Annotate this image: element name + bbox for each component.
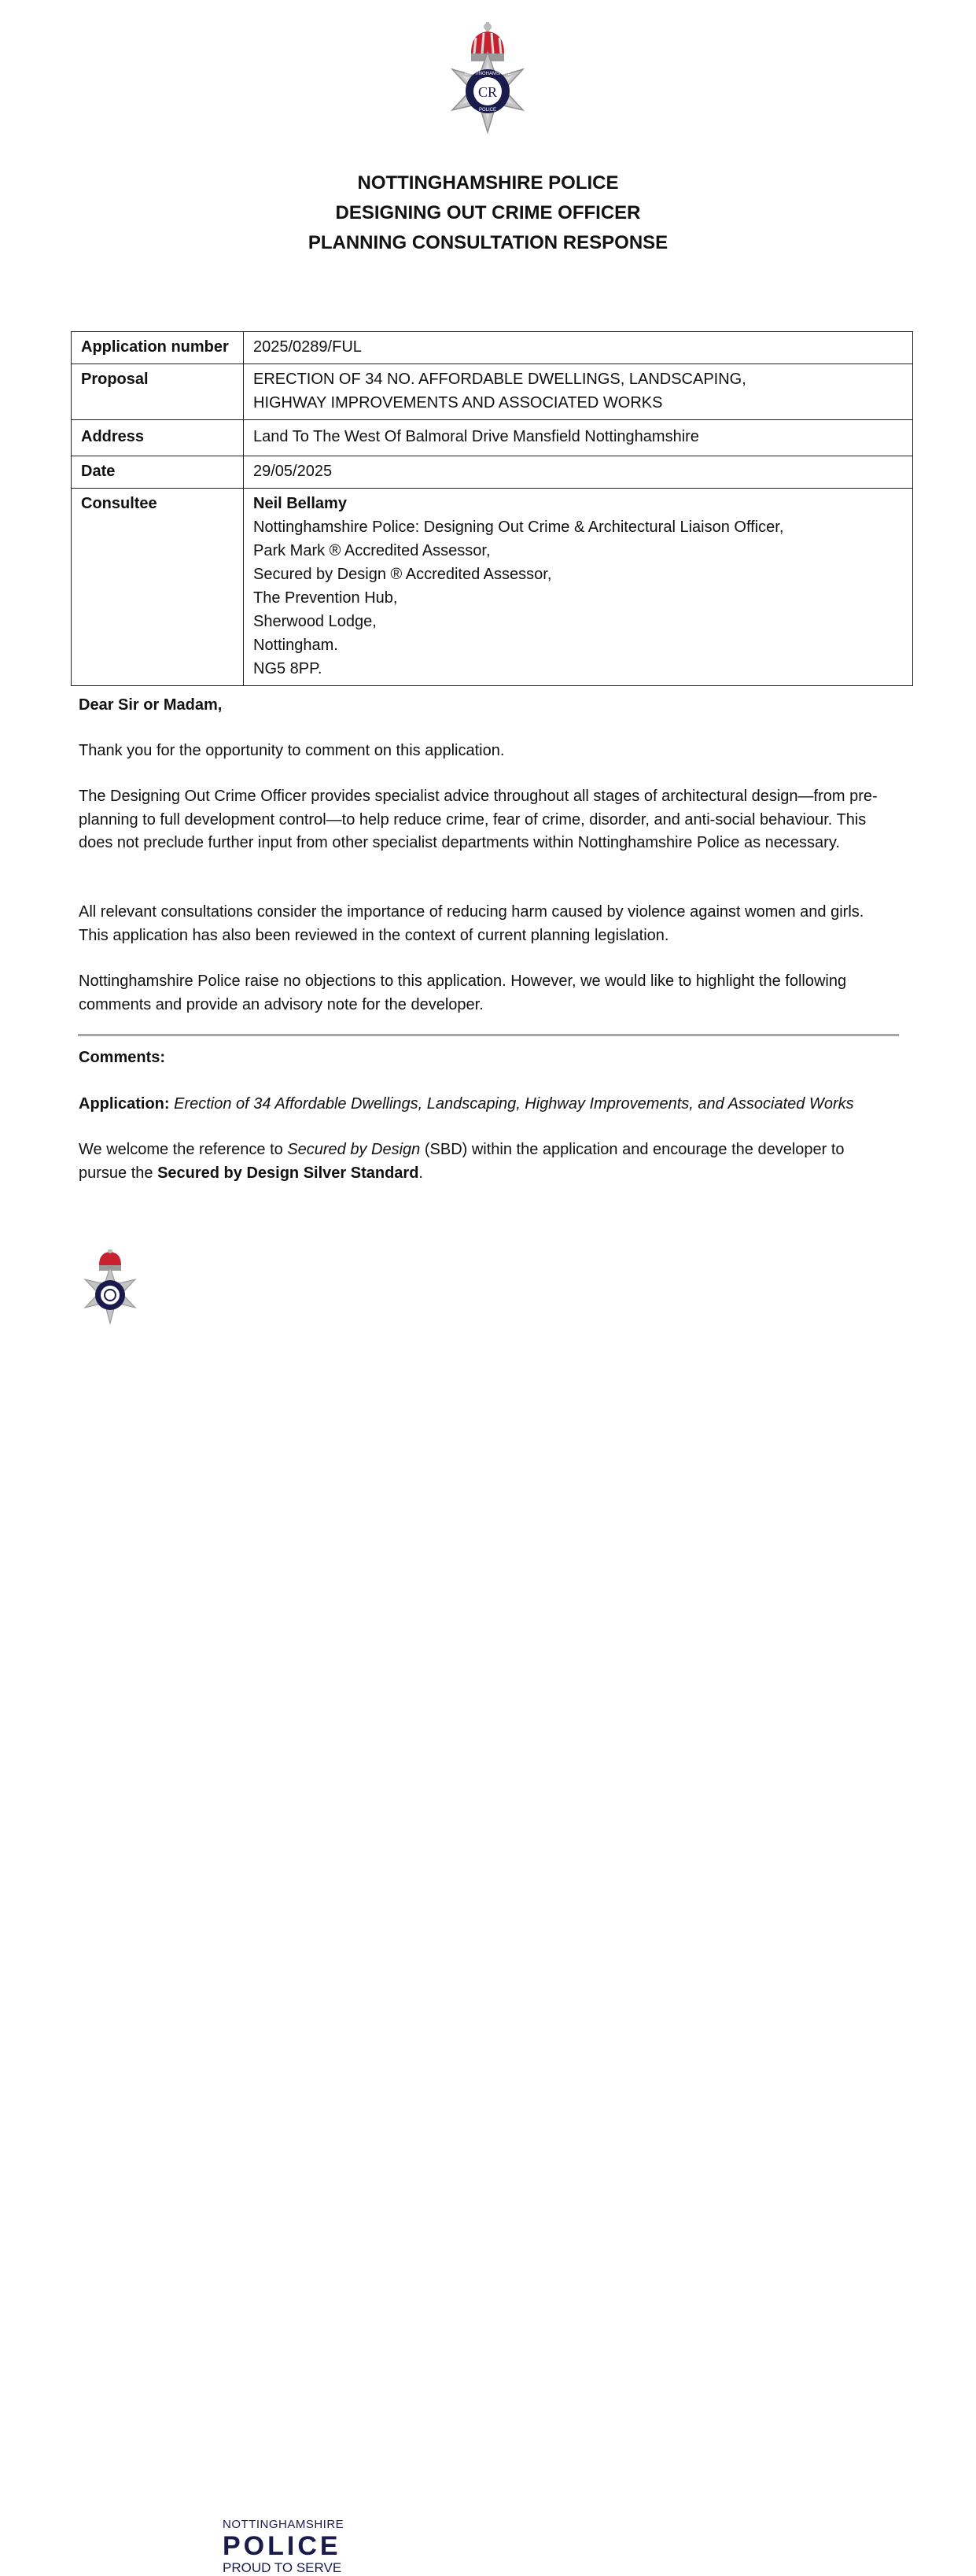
consultee-line: Secured by Design ® Accredited Assessor, [253, 566, 552, 583]
application-label: Application: [79, 1095, 170, 1113]
crest-ring-text: NOTTINGHAMSHIRE [464, 72, 511, 76]
section-divider [78, 1034, 899, 1036]
table-row [72, 456, 913, 489]
table-row [72, 420, 913, 456]
consultee-line: Nottinghamshire Police: Designing Out Crime & Architectural Liaison Officer, [253, 519, 784, 536]
consultee-line: The Prevention Hub, [253, 589, 398, 607]
table-row [72, 489, 913, 686]
crest-monogram: CR [477, 84, 498, 100]
application-text: Erection of 34 Affordable Dwellings, Landscaping, Highway Improvements, and Associated Works [174, 1095, 854, 1113]
address-value: Land To The West Of Balmoral Drive Mansfield Nottinghamshire [244, 420, 913, 456]
crest-ring-text-bottom: POLICE [478, 108, 497, 113]
paragraph-vawg: All relevant consultations consider the importance of reducing harm caused by violence against women and girls. This application has also been reviewed in the context of current planning legislation. [79, 903, 864, 944]
title-line-1: NOTTINGHAMSHIRE POLICE [357, 172, 619, 194]
application-number-value: 2025/0289/FUL [244, 332, 913, 364]
paragraph-role: The Designing Out Crime Officer provides specialist advice throughout all stages of architectural design—from pre-planning to full development control—to help reduce crime, fear of crime, disorder, and anti-social behaviour. This does not preclude further input from other specialist departments within Nottinghamshire Police as necessary. [79, 788, 878, 851]
proposal-value [244, 364, 913, 420]
footer-wordmark [223, 2518, 344, 2576]
footer-police-word: POLICE [223, 2531, 341, 2561]
address-label: Address [72, 420, 244, 456]
footer-crest-icon [79, 1249, 142, 1338]
table-row [72, 364, 913, 420]
consultee-label: Consultee [72, 489, 244, 686]
title-line-3: PLANNING CONSULTATION RESPONSE [308, 232, 668, 253]
consultee-line: Park Mark ® Accredited Assessor, [253, 542, 491, 559]
consultee-name: Neil Bellamy [253, 495, 347, 512]
footer-tagline: PROUD TO SERVE [223, 2560, 342, 2575]
date-label: Date [72, 456, 244, 489]
application-summary [79, 1093, 912, 1116]
consultee-value [244, 489, 913, 686]
proposal-line: ERECTION OF 34 NO. AFFORDABLE DWELLINGS, LANDSCAPING, [253, 371, 746, 388]
paragraph-no-objection: Nottinghamshire Police raise no objections to this application. However, we would like to highlight the following comments and provide an advisory note for the developer. [79, 972, 847, 1013]
consultee-line: Nottingham. [253, 637, 338, 654]
comments-heading: Comments: [79, 1049, 166, 1066]
proposal-line: HIGHWAY IMPROVEMENTS AND ASSOCIATED WORKS [253, 394, 663, 411]
application-number-label: Application number [72, 332, 244, 364]
star-badge-icon [452, 52, 523, 132]
footer-police-logo [79, 1249, 344, 2575]
application-details-table [71, 331, 913, 686]
table-row [72, 332, 913, 364]
salutation: Dear Sir or Madam, [79, 696, 223, 714]
consultee-line: Sherwood Lodge, [253, 613, 377, 630]
page-title [0, 168, 976, 258]
date-value: 29/05/2025 [244, 456, 913, 489]
police-crest-logo [436, 22, 539, 146]
paragraph-thanks: Thank you for the opportunity to comment on this application. [79, 742, 505, 759]
paragraph-sbd: We welcome the reference to Secured by Design (SBD) within the application and encourage the developer to pursue the Secured by Design Silver Standard. [79, 1141, 845, 1182]
title-line-2: DESIGNING OUT CRIME OFFICER [335, 202, 641, 223]
footer-org-name: NOTTINGHAMSHIRE [223, 2518, 344, 2531]
proposal-label: Proposal [72, 364, 244, 420]
consultee-line: NG5 8PP. [253, 660, 322, 677]
